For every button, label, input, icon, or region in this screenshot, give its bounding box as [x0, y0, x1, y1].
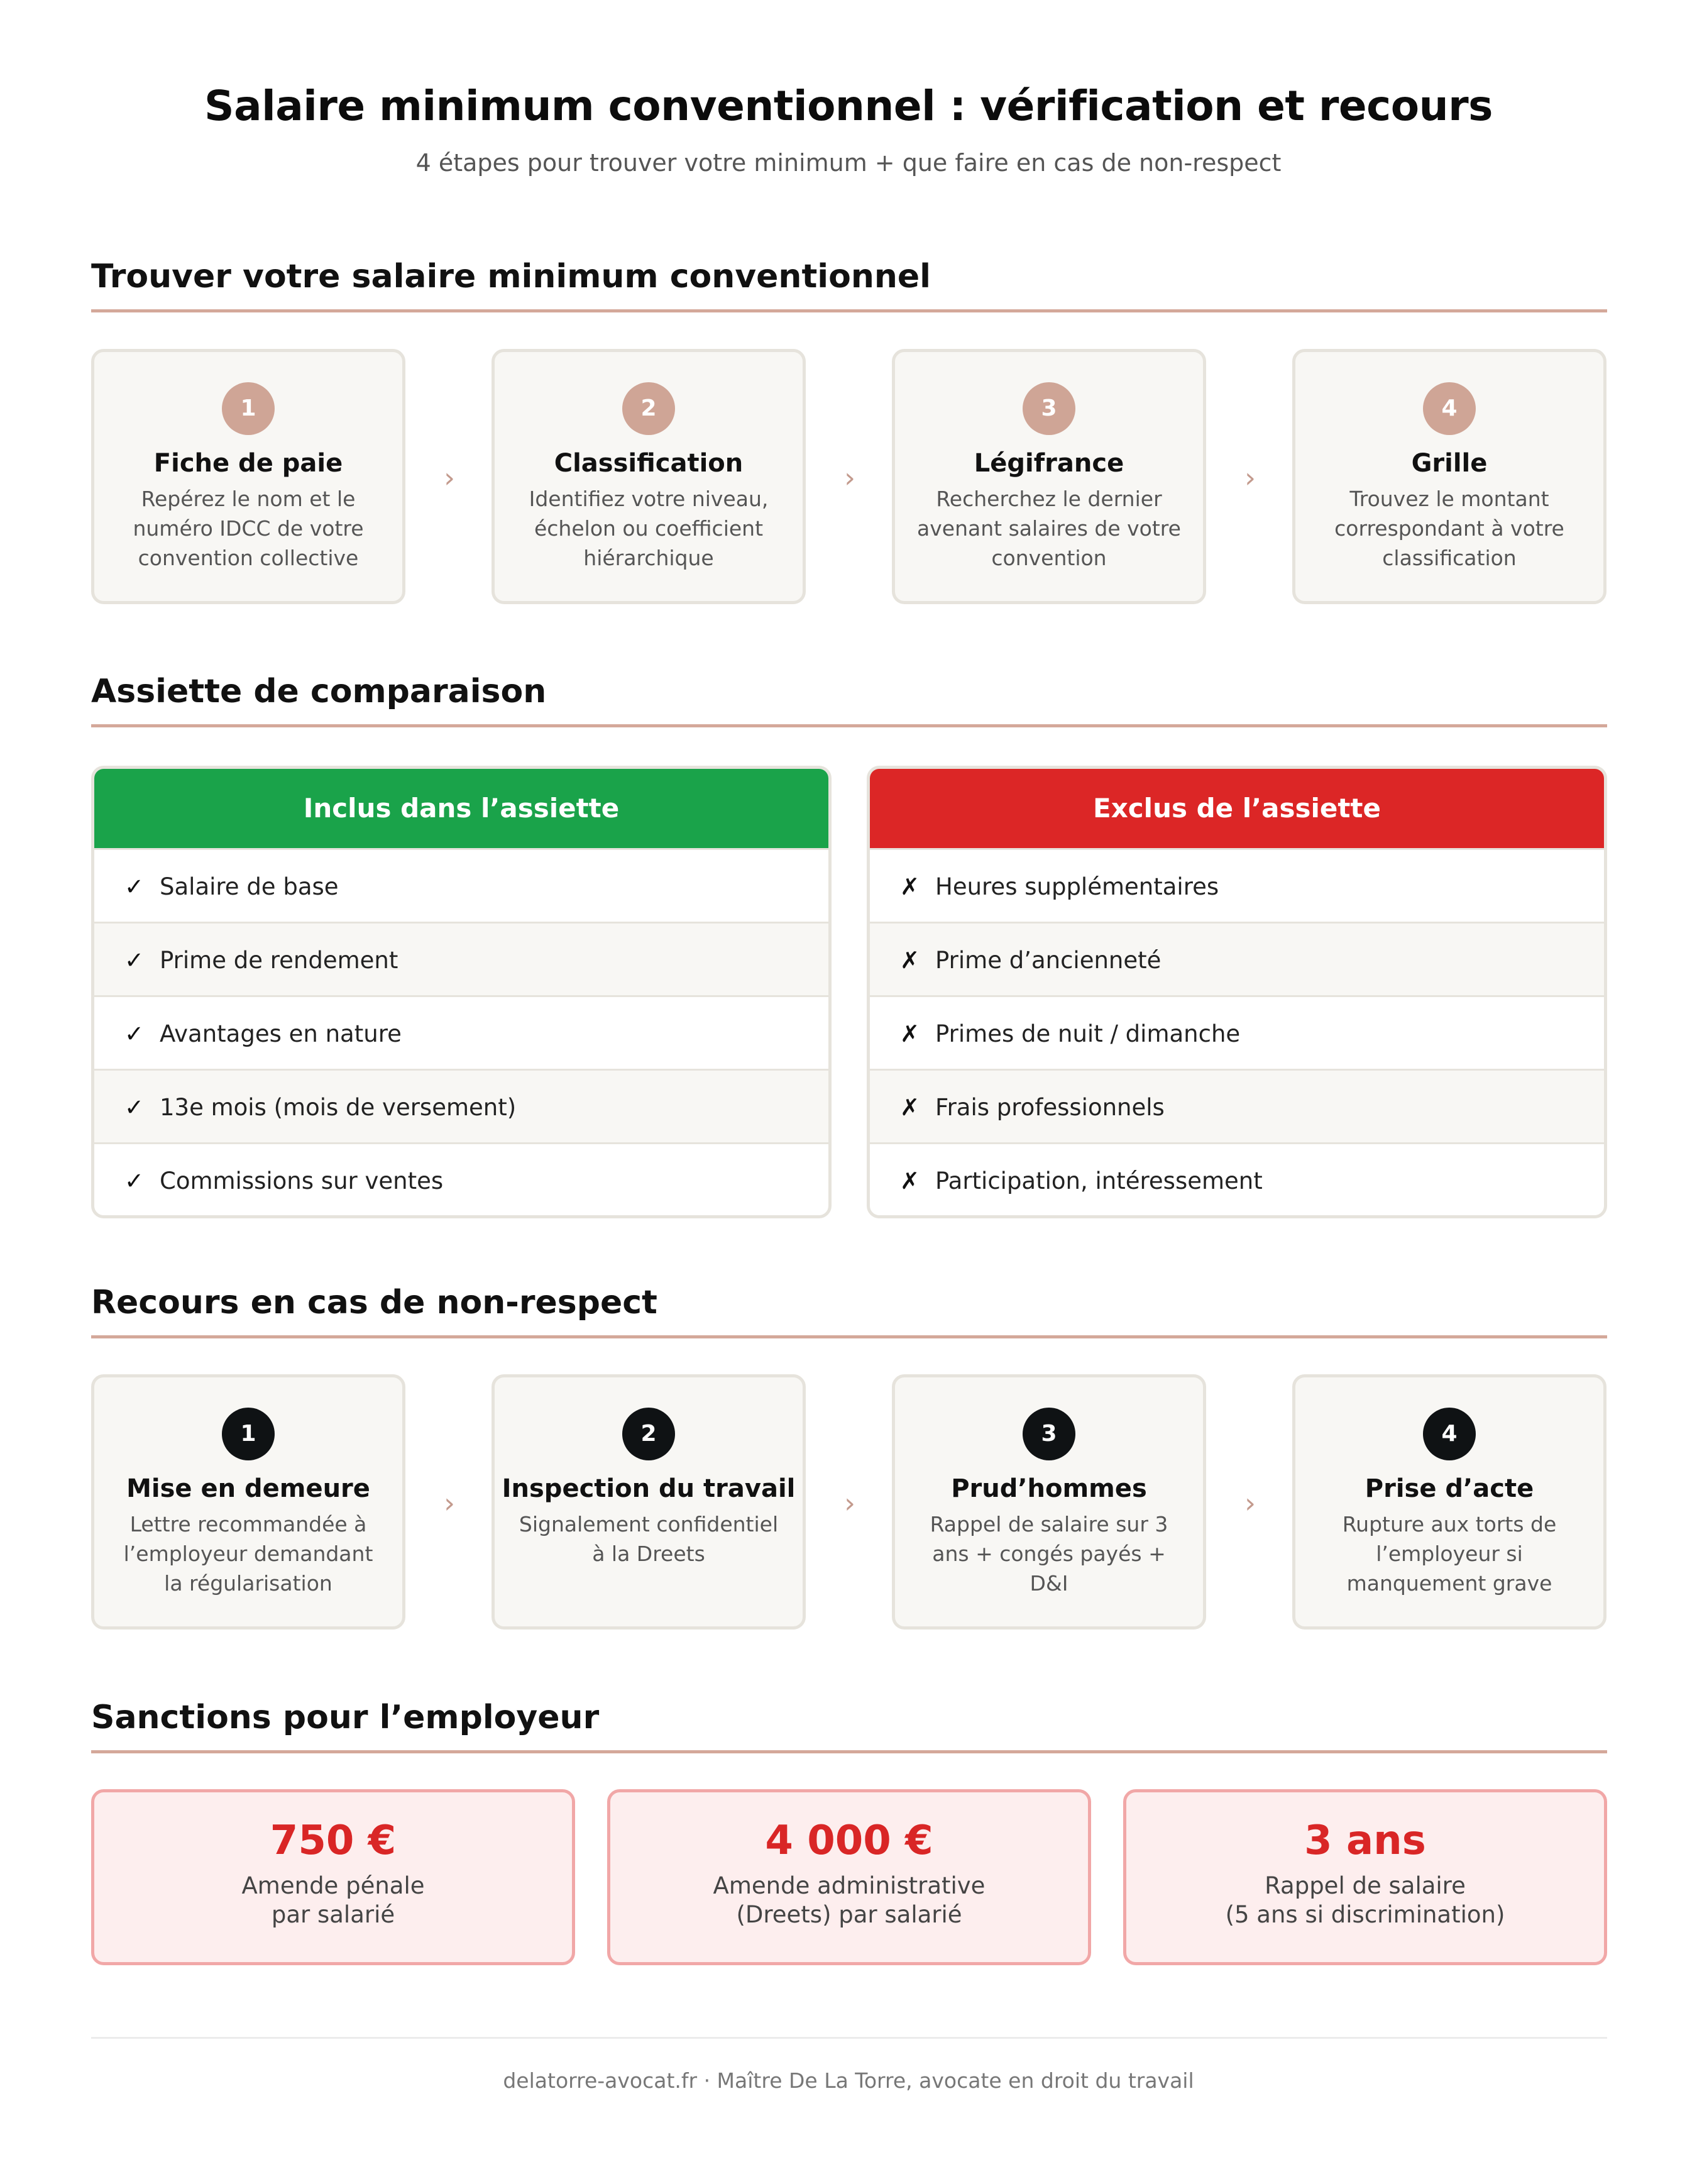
included-item [94, 995, 828, 1069]
step-description: Recherchez le dernier avenant salaires de votre convention [917, 487, 1181, 570]
chevron-right-icon: › [844, 462, 855, 494]
check-icon: ✓ [124, 947, 145, 974]
find-step-4 [1292, 349, 1606, 604]
recours-step-4 [1292, 1374, 1606, 1630]
item-label: Frais professionnels [935, 1094, 1165, 1121]
step-title: Grille [1411, 449, 1488, 478]
step-description: Rappel de salaire sur 3 ans + congés payés + D&I [930, 1512, 1168, 1596]
footer-credit: delatorre-avocat.fr · Maître De La Torre, avocate en droit du travail [503, 2068, 1194, 2093]
cross-icon: ✗ [900, 1020, 920, 1047]
item-label: Commissions sur ventes [160, 1167, 444, 1194]
step-number: 2 [622, 1408, 675, 1460]
section-title-sanctions: Sanctions pour l’employeur [91, 1699, 1607, 1753]
cross-icon: ✗ [900, 1167, 920, 1194]
find-step-3 [892, 349, 1206, 604]
step-number: 3 [1023, 382, 1075, 435]
item-label: Prime de rendement [160, 947, 398, 974]
sanction-label-line1: Rappel de salaire [1265, 1872, 1466, 1899]
excluded-item [870, 848, 1604, 922]
chevron-right-icon: › [444, 462, 455, 494]
step-description: Trouvez le montant correspondant à votre classification [1334, 487, 1564, 570]
included-item [94, 1069, 828, 1142]
step-title: Prise d’acte [1365, 1474, 1534, 1503]
header [0, 82, 1697, 177]
cross-icon: ✗ [900, 1094, 920, 1121]
sanction-label-line1: Amende administrative [713, 1872, 986, 1899]
section-title-find: Trouver votre salaire minimum conventionnel [91, 258, 1607, 312]
sanction-card [1123, 1789, 1607, 1965]
find-step-2 [492, 349, 806, 604]
step-title: Inspection du travail [502, 1474, 796, 1503]
footer-divider [91, 2037, 1607, 2039]
item-label: Heures supplémentaires [935, 873, 1219, 900]
included-item [94, 922, 828, 995]
item-label: Participation, intéressement [935, 1167, 1263, 1194]
step-number: 1 [222, 382, 275, 435]
check-icon: ✓ [124, 1020, 145, 1047]
sanction-value: 750 € [270, 1817, 397, 1864]
step-description: Signalement confidentiel à la Dreets [519, 1512, 779, 1566]
sanction-value: 3 ans [1304, 1817, 1426, 1864]
step-title: Légifrance [974, 449, 1124, 478]
step-number: 4 [1423, 1408, 1476, 1460]
excluded-item [870, 995, 1604, 1069]
section-title-compare: Assiette de comparaison [91, 673, 1607, 727]
cross-icon: ✗ [900, 873, 920, 900]
item-label: Primes de nuit / dimanche [935, 1020, 1241, 1047]
sanction-label-line2: (5 ans si discrimination) [1225, 1901, 1505, 1928]
cross-icon: ✗ [900, 947, 920, 974]
step-description: Repérez le nom et le numéro IDCC de votre convention collective [133, 487, 364, 570]
page-title: Salaire minimum conventionnel : vérification et recours [204, 82, 1493, 130]
step-number: 3 [1023, 1408, 1075, 1460]
recours-step-2 [492, 1374, 806, 1630]
recours-step-1 [91, 1374, 405, 1630]
excluded-item [870, 922, 1604, 995]
check-icon: ✓ [124, 1094, 145, 1121]
included-item [94, 1142, 828, 1216]
step-description: Lettre recommandée à l’employeur demandant la régularisation [123, 1512, 373, 1596]
step-description: Identifiez votre niveau, échelon ou coefficient hiérarchique [529, 487, 769, 570]
excluded-item [870, 1142, 1604, 1216]
chevron-right-icon: › [444, 1487, 455, 1519]
step-number: 4 [1423, 382, 1476, 435]
item-label: Salaire de base [160, 873, 339, 900]
included-item [94, 848, 828, 922]
recours-steps [91, 1374, 1607, 1633]
excluded-header: Exclus de l’assiette [870, 769, 1604, 848]
step-title: Mise en demeure [126, 1474, 370, 1503]
sanction-card [91, 1789, 575, 1965]
section-title-recours: Recours en cas de non-respect [91, 1284, 1607, 1338]
step-number: 1 [222, 1408, 275, 1460]
step-title: Prud’hommes [951, 1474, 1147, 1503]
step-title: Classification [554, 449, 744, 478]
item-label: Avantages en nature [160, 1020, 402, 1047]
sanction-label-line2: (Dreets) par salarié [736, 1901, 962, 1928]
excluded-table [867, 766, 1607, 1218]
sanction-value: 4 000 € [765, 1817, 933, 1864]
step-title: Fiche de paie [153, 449, 343, 478]
chevron-right-icon: › [1244, 462, 1256, 494]
chevron-right-icon: › [844, 1487, 855, 1519]
item-label: 13e mois (mois de versement) [160, 1094, 517, 1121]
check-icon: ✓ [124, 873, 145, 900]
check-icon: ✓ [124, 1167, 145, 1194]
included-header: Inclus dans l’assiette [94, 769, 828, 848]
chevron-right-icon: › [1244, 1487, 1256, 1519]
step-number: 2 [622, 382, 675, 435]
sanction-card [607, 1789, 1091, 1965]
page-subtitle: 4 étapes pour trouver votre minimum + que faire en cas de non-respect [415, 149, 1282, 177]
find-step-1 [91, 349, 405, 604]
step-description: Rupture aux torts de l’employeur si manquement grave [1342, 1512, 1557, 1596]
item-label: Prime d’ancienneté [935, 947, 1162, 974]
recours-step-3 [892, 1374, 1206, 1630]
find-steps [91, 349, 1607, 608]
excluded-item [870, 1069, 1604, 1142]
included-table [91, 766, 832, 1218]
sanction-label-line1: Amende pénale [241, 1872, 425, 1899]
sanction-label-line2: par salarié [271, 1901, 395, 1928]
